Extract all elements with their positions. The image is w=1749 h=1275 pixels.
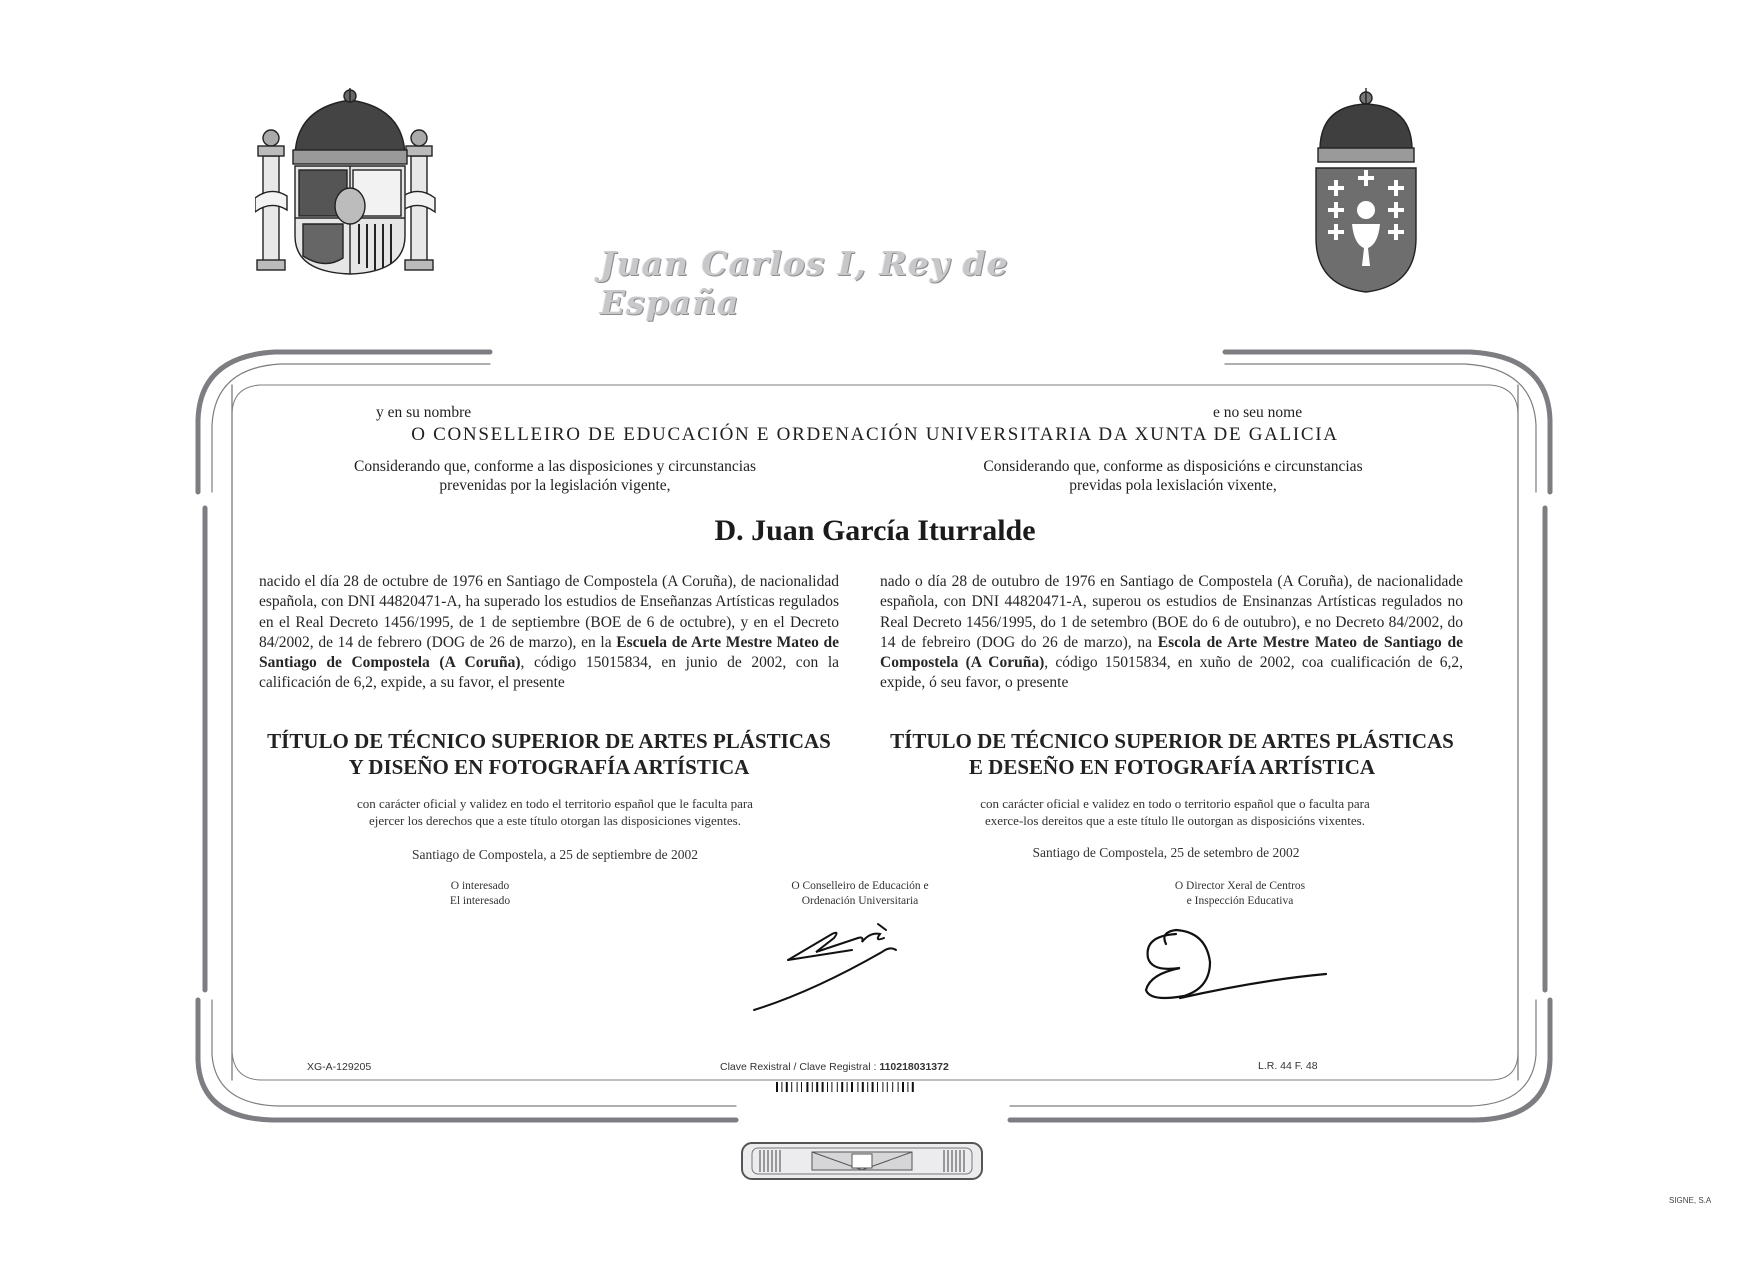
right-top-line: e no seu nome [1213, 404, 1303, 421]
body-galician [880, 572, 1463, 694]
spain-coat-of-arms-icon [255, 88, 445, 280]
left-considering-1: Considerando que, conforme a las disposiciones y circunstancias [353, 458, 757, 475]
registry-key [720, 1061, 949, 1073]
director-signature-icon [1140, 922, 1340, 1004]
serial-number: XG-A-129205 [307, 1061, 372, 1073]
book-reference: L.R. 44 F. 48 [1258, 1060, 1318, 1072]
registry-value: 110218031372 [879, 1061, 949, 1073]
interested-es: El interesado [449, 895, 511, 907]
minister-line1: O Conselleiro de Educación e [791, 880, 929, 892]
recipient-name: D. Juan García Iturralde [714, 514, 1036, 547]
right-considering-1: Considerando que, conforme as disposicións e circunstancias [983, 458, 1363, 475]
body-gl-part2: , código 15015834, en xuño de 2002, coa cualificación de 6,2, expide, ó seu favor, o presente [880, 654, 1463, 692]
body-es-school: Escuela de Arte Mestre Mateo de Santiago de Compostela (A Coruña) [259, 633, 839, 672]
left-top-line: y en su nombre [376, 404, 472, 421]
body-spanish [259, 572, 839, 694]
registry-label: Clave Rexistral / Clave Registral : [720, 1061, 877, 1073]
date-galician: Santiago de Compostela, 25 de setembro de 2002 [1032, 845, 1300, 860]
authority-line: O CONSELLEIRO DE EDUCACIÓN E ORDENACIÓN UNIVERSITARIA DA XUNTA DE GALICIA [411, 424, 1339, 445]
validity-spanish [270, 795, 840, 829]
body-es-part2: , código 15015834, en junio de 2002, con la calificación de 6,2, expide, a su favor, el presente [259, 654, 839, 692]
interested-gl: O interesado [450, 880, 510, 892]
validity-gl-2: exerce-los dereitos que a este título lle outorgan as disposicións vixentes. [985, 813, 1365, 828]
title-es-line1: TÍTULO DE TÉCNICO SUPERIOR DE ARTES PLÁSTICAS [267, 729, 831, 753]
director-line1: O Director Xeral de Centros [1174, 880, 1306, 892]
validity-es-1: con carácter oficial y validez en todo el territorio español que le faculta para [357, 796, 753, 811]
galicia-coat-of-arms-icon [1312, 88, 1420, 293]
minister-label [760, 879, 960, 909]
printer-credit: SIGNE, S.A [1669, 1196, 1712, 1205]
minister-signature-icon [752, 912, 952, 1016]
minister-line2: Ordenación Universitaria [801, 895, 919, 907]
validity-es-2: ejercer los derechos que a este título otorgan las disposiciones vigentes. [369, 813, 741, 828]
right-considering-2: previdas pola lexislación vixente, [1069, 477, 1277, 494]
date-spanish: Santiago de Compostela, a 25 de septiembre de 2002 [411, 847, 699, 862]
title-es-line2: Y DISEÑO EN FOTOGRAFÍA ARTÍSTICA [348, 755, 750, 779]
king-title: Juan Carlos I, Rey de España [600, 244, 1009, 322]
director-line2: e Inspección Educativa [1186, 895, 1294, 907]
body-gl-school: Escola de Arte Mestre Mateo de Santiago de Compostela (A Coruña) [880, 633, 1463, 672]
title-galician [872, 728, 1472, 780]
validity-gl-1: con carácter oficial e validez en todo o territorio español que o faculta para [980, 796, 1370, 811]
director-label [1140, 879, 1340, 909]
body-gl-part1: nado o día 28 de outubro de 1976 en Santiago de Compostela (A Coruña), de nacionalidade española, con DNI 44820471-A, superou os estudios de Ensinanzas Artísticas regulados no Real Decreto 1456/1995, do 1 de setembro (BOE do 6 de outubro), e no Decreto 84/2002, do 14 de febreiro (DOG do 26 de marzo), na [880, 573, 1463, 651]
title-spanish [249, 728, 849, 780]
interested-label [400, 879, 560, 909]
title-gl-line1: TÍTULO DE TÉCNICO SUPERIOR DE ARTES PLÁSTICAS [890, 729, 1454, 753]
left-considering-2: prevenidas por la legislación vigente, [439, 477, 671, 494]
right-considering [918, 457, 1428, 495]
validity-galician [890, 795, 1460, 829]
body-es-part1: nacido el día 28 de octubre de 1976 en Santiago de Compostela (A Coruña), de nacionalidad española, con DNI 44820471-A, ha superado los estudios de Enseñanzas Artísticas regulados en el Real Decreto 1456/1995, de 1 de septiembre (BOE de 6 de octubre), y en el Decreto 84/2002, de 14 de febrero (DOG de 26 de marzo), en la [259, 573, 839, 651]
title-gl-line2: E DESEÑO EN FOTOGRAFÍA ARTÍSTICA [968, 755, 1376, 779]
barcode-icon [776, 1082, 941, 1092]
left-considering [300, 457, 810, 495]
